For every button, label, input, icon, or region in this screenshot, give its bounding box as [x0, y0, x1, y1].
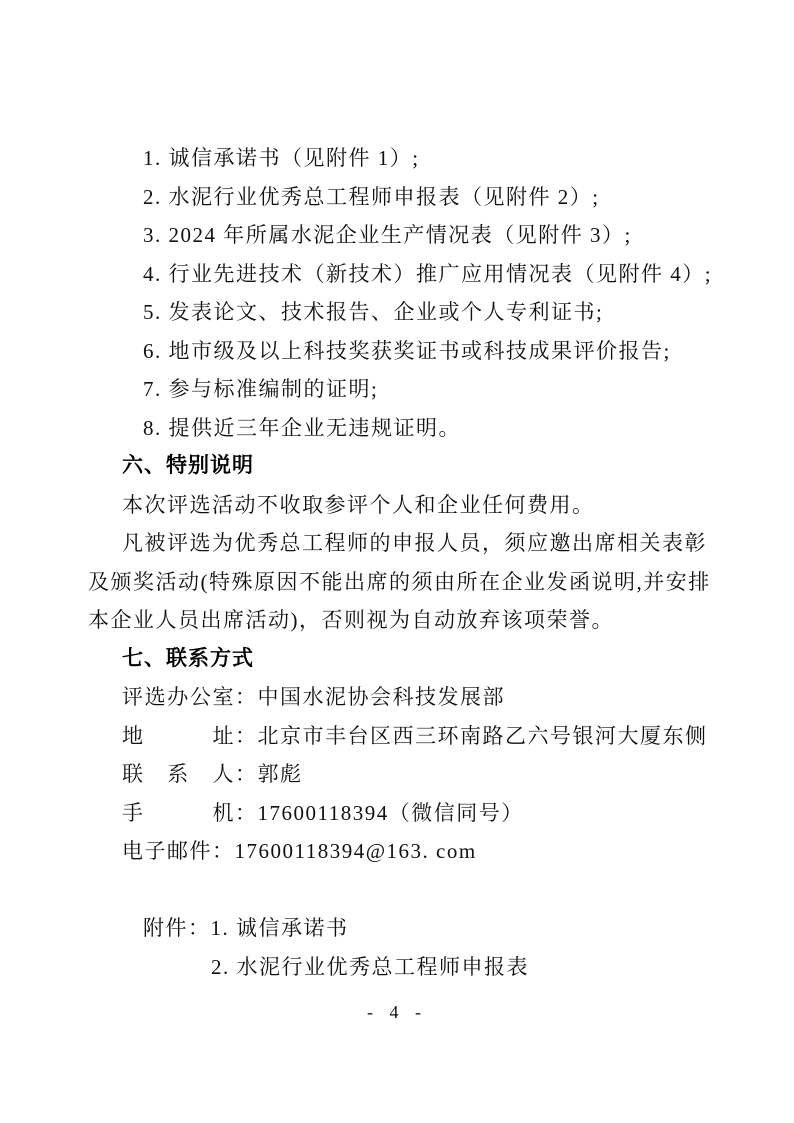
section-heading-special-notes: 六、特别说明: [122, 454, 254, 477]
contact-label: 联系人: [122, 762, 235, 786]
list-item: 3. 2024 年所属水泥企业生产情况表（见附件 3）;: [143, 223, 632, 247]
page-number: - 4 -: [367, 1002, 427, 1022]
page-footer: [0, 1001, 794, 1023]
paragraph-line: 及颁奖活动(特殊原因不能出席的须由所在企业发函说明,并安排: [88, 569, 711, 594]
attachments-label: 附件：: [143, 916, 211, 940]
section-heading-contact-info: 七、联系方式: [122, 646, 254, 670]
page-content: [88, 139, 712, 986]
contact-row-address: [122, 717, 712, 756]
list-item: 7. 参与标准编制的证明;: [143, 377, 379, 401]
contact-value: 中国水泥协会科技发展部: [257, 685, 505, 709]
contact-colon: ：: [235, 800, 258, 825]
blank-line: [88, 871, 712, 910]
contact-value: 北京市丰台区西三环南路乙六号银河大厦东侧: [257, 723, 708, 748]
contact-label: 手机: [122, 800, 235, 825]
contact-value: 郭彪: [257, 762, 303, 786]
paragraph-line: 凡被评选为优秀总工程师的申报人员，须应邀出席相关表彰: [122, 531, 707, 555]
contact-colon: ：: [212, 839, 235, 863]
paragraph-line: 本企业人员出席活动)，否则视为自动放弃该项荣誉。: [88, 608, 614, 632]
contact-row-mobile: [122, 794, 712, 833]
contact-label: 地址: [122, 723, 235, 748]
contact-row-office: [122, 678, 712, 717]
list-item: 4. 行业先进技术（新技术）推广应用情况表（见附件 4）;: [143, 261, 713, 286]
contact-value: 17600118394（微信同号）: [257, 800, 524, 825]
contact-row-email: [122, 832, 712, 871]
attachment-item: 2. 水泥行业优秀总工程师申报表: [211, 954, 529, 979]
contact-value: 17600118394@163. com: [234, 839, 477, 863]
list-item: 1. 诚信承诺书（见附件 1）;: [143, 146, 420, 170]
attachments-line: [143, 909, 712, 948]
contact-row-person: [122, 755, 712, 794]
contact-label: 评选办公室: [122, 685, 235, 709]
contact-colon: ：: [235, 723, 258, 748]
attachment-item: 1. 诚信承诺书: [210, 916, 349, 940]
paragraph-line: 本次评选活动不收取参评个人和企业任何费用。: [122, 492, 595, 517]
list-item: 8. 提供近三年企业无违规证明。: [143, 415, 461, 440]
contact-colon: ：: [235, 685, 258, 709]
contact-label: 电子邮件: [122, 839, 212, 863]
list-item: 5. 发表论文、技术报告、企业或个人专利证书;: [143, 300, 604, 324]
list-item: 2. 水泥行业优秀总工程师申报表（见附件 2）;: [143, 184, 600, 209]
contact-colon: ：: [235, 762, 258, 786]
list-item: 6. 地市级及以上科技奖获奖证书或科技成果评价报告;: [143, 338, 671, 363]
